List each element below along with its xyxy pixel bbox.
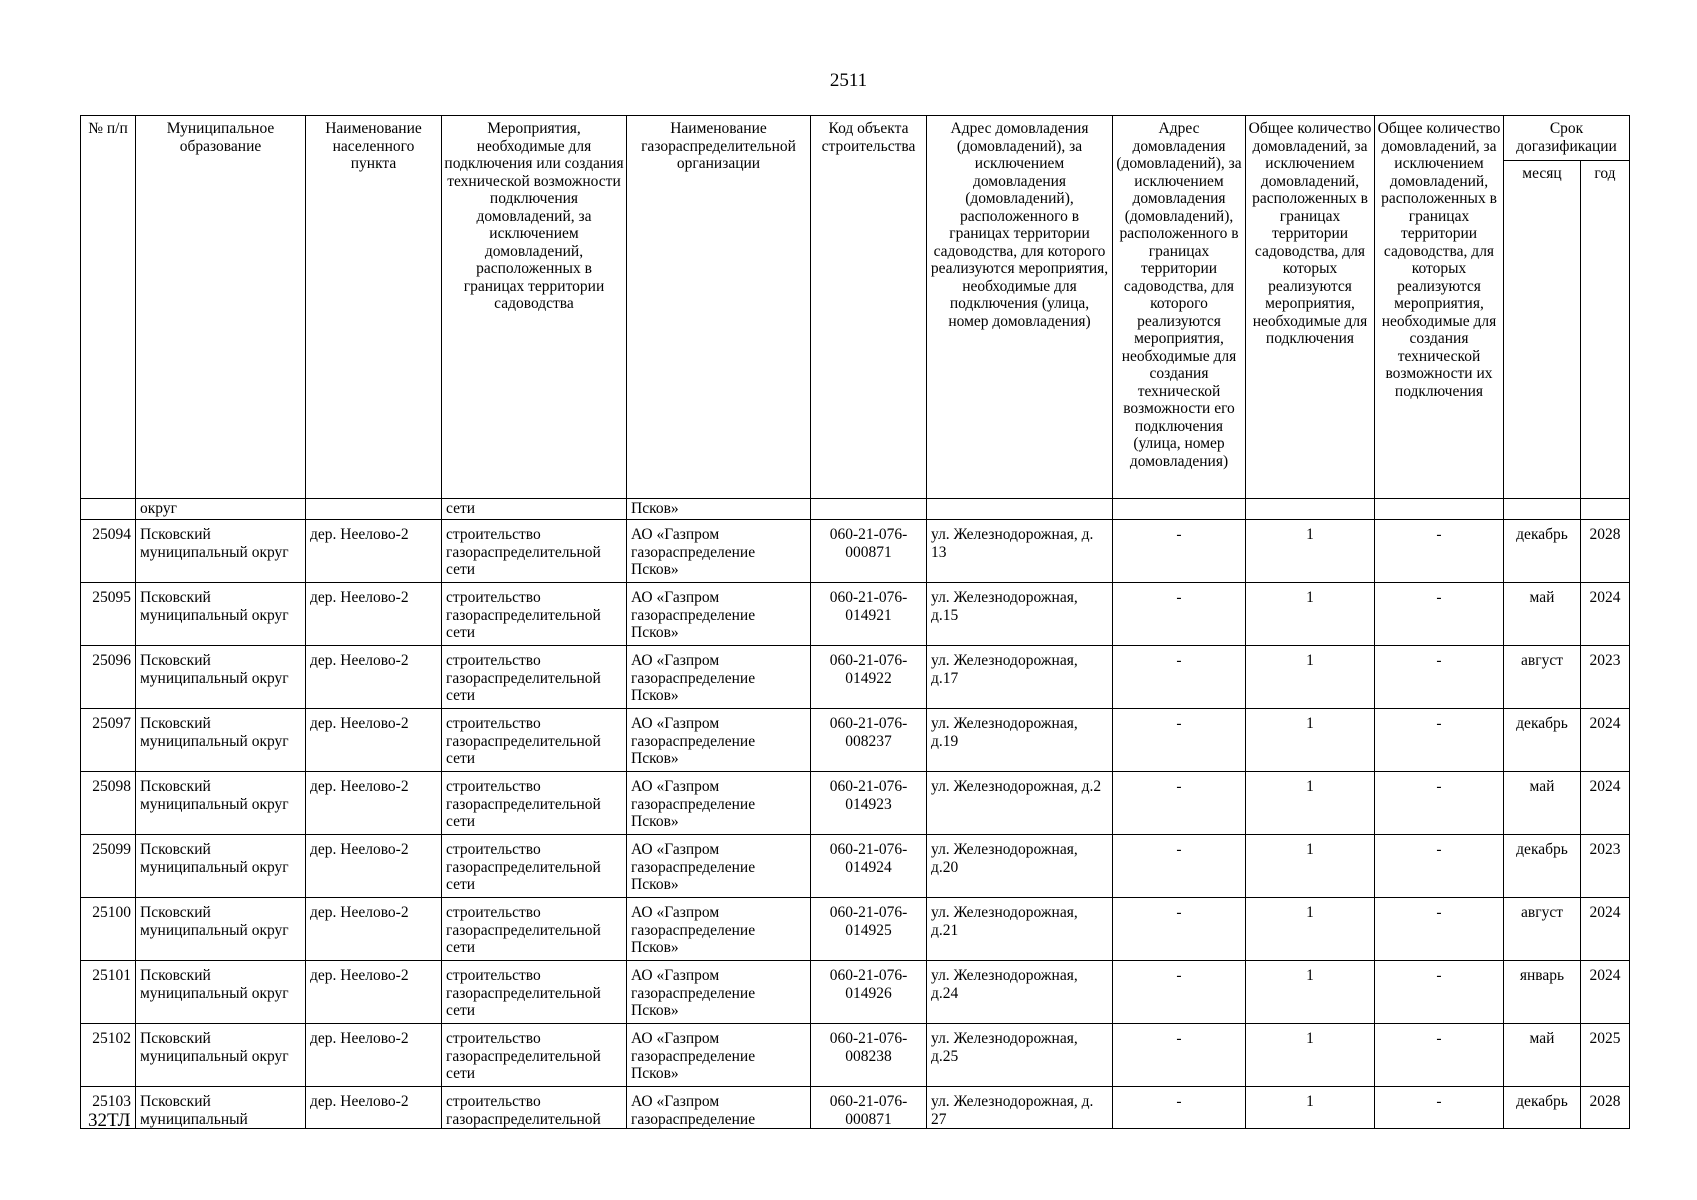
header-object-code: Код объекта строительства [811,116,927,499]
table-row [81,1087,1630,1129]
cell-gas-org: АО «Газпром газораспределение Псков» [627,1024,811,1087]
cell-address-garden: - [1113,709,1246,772]
cell-month: май [1504,583,1581,646]
header-total-tech: Общее количество домовладений, за исключением домовладений, расположенных в границах территории садоводства, для которых реализуются мероприятия, необходимые для создания технической возможности их подключения [1375,116,1504,499]
cell-month: декабрь [1504,835,1581,898]
cell-address-garden: - [1113,520,1246,583]
cell-num: 25103 [81,1087,136,1129]
header-year: год [1581,161,1630,499]
cell-measures: строительство газораспределительной сети [442,646,627,709]
cell-total-connect: 1 [1246,898,1375,961]
cell-settlement: дер. Неелово-2 [306,772,442,835]
header-month: месяц [1504,161,1581,499]
cell-year: 2025 [1581,1024,1630,1087]
cell [811,499,927,520]
cell-year: 2028 [1581,520,1630,583]
cell-object-code: 060-21-076-014923 [811,772,927,835]
cell-settlement: дер. Неелово-2 [306,520,442,583]
cell-year: 2028 [1581,1087,1630,1129]
cell-address-garden: - [1113,1087,1246,1129]
table-row [81,835,1630,898]
cell-address: ул. Железнодорожная, д.21 [927,898,1113,961]
cell-object-code: 060-21-076-000871 [811,1087,927,1129]
cell-measures: строительство газораспределительной сети [442,520,627,583]
cell-num: 25100 [81,898,136,961]
cell-address-garden: - [1113,898,1246,961]
cell-total-tech: - [1375,898,1504,961]
cell-month: январь [1504,961,1581,1024]
cell-gas-org: АО «Газпром газораспределение Псков» [627,961,811,1024]
cell-measures: строительство газораспределительной сети [442,898,627,961]
cell-object-code: 060-21-076-014924 [811,835,927,898]
cell-gas-org: АО «Газпром газораспределение Псков» [627,646,811,709]
cell-month: декабрь [1504,520,1581,583]
cell-measures: строительство газораспределительной сети [442,583,627,646]
cell-total-connect: 1 [1246,709,1375,772]
cell-address-garden: - [1113,835,1246,898]
cell-gas-org: АО «Газпром газораспределение Псков» [627,898,811,961]
cell-total-connect: 1 [1246,835,1375,898]
cell-total-tech: - [1375,520,1504,583]
cell-month: май [1504,1024,1581,1087]
header-total-connect: Общее количество домовладений, за исключением домовладений, расположенных в границах территории садоводства, для которых реализуются мероприятия, необходимые для подключения [1246,116,1375,499]
cell-municipality: Псковский муниципальный округ [136,835,306,898]
header-num: № п/п [81,116,136,499]
cell-year: 2024 [1581,961,1630,1024]
cell-num: 25099 [81,835,136,898]
cell-total-connect: 1 [1246,1087,1375,1129]
cell-address: ул. Железнодорожная, д. 27 [927,1087,1113,1129]
cell-gas-org: АО «Газпром газораспределение Псков» [627,520,811,583]
cell-municipality: Псковский муниципальный округ [136,772,306,835]
header-address-garden: Адрес домовладения (домовладений), за исключением домовладения (домовладений), расположенного в границах территории садоводства, для которого реализуются мероприятия, необходимые для создания технической возможности его подключения (улица, номер домовладения) [1113,116,1246,499]
cell-num: 25095 [81,583,136,646]
cell-address-garden: - [1113,961,1246,1024]
cell-num: 25097 [81,709,136,772]
cell-gas-org: АО «Газпром газораспределение Псков» [627,772,811,835]
cell-object-code: 060-21-076-000871 [811,520,927,583]
cell-municipality: Псковский муниципальный округ [136,961,306,1024]
cell-num: 25101 [81,961,136,1024]
cell-measures: сети [442,499,627,520]
cell-total-tech: - [1375,961,1504,1024]
cell-total-connect: 1 [1246,1024,1375,1087]
cell-address-garden: - [1113,646,1246,709]
cell-municipality: Псковский муниципальный округ [136,898,306,961]
cell-gas-org: АО «Газпром газораспределение Псков» [627,835,811,898]
cell-municipality: Псковский муниципальный [136,1087,306,1129]
table-row [81,772,1630,835]
cell-num: 25098 [81,772,136,835]
cell-object-code: 060-21-076-014926 [811,961,927,1024]
table-row [81,583,1630,646]
cell-address: ул. Железнодорожная, д. 13 [927,520,1113,583]
cell-municipality: Псковский муниципальный округ [136,709,306,772]
cell-municipality: Псковский муниципальный округ [136,520,306,583]
cell-address: ул. Железнодорожная, д.17 [927,646,1113,709]
cell-year: 2024 [1581,772,1630,835]
cell-total-connect: 1 [1246,583,1375,646]
cell-num: 25096 [81,646,136,709]
cell-month: август [1504,646,1581,709]
cell-year: 2024 [1581,898,1630,961]
cell-measures: строительство газораспределительной сети [442,709,627,772]
cell [1581,499,1630,520]
cell-gas-org: Псков» [627,499,811,520]
cell-measures: строительство газораспределительной сети [442,772,627,835]
cell-total-tech: - [1375,835,1504,898]
cell-settlement: дер. Неелово-2 [306,583,442,646]
header-address-non-garden: Адрес домовладения (домовладений), за исключением домовладения (домовладений), расположенного в границах территории садоводства, для которого реализуются мероприятия, необходимые для подключения (улица, номер домовладения) [927,116,1113,499]
cell-measures: строительство газораспределительной сети [442,961,627,1024]
cell-year: 2024 [1581,709,1630,772]
header-gas-org: Наименование газораспределительной организации [627,116,811,499]
cell-total-connect: 1 [1246,961,1375,1024]
cell-object-code: 060-21-076-014922 [811,646,927,709]
table-row [81,520,1630,583]
cell-municipality: округ [136,499,306,520]
cell-year: 2024 [1581,583,1630,646]
cell-settlement: дер. Неелово-2 [306,961,442,1024]
cell-measures: строительство газораспределительной сети [442,835,627,898]
cell-month: декабрь [1504,709,1581,772]
cell-settlement: дер. Неелово-2 [306,646,442,709]
cell-gas-org: АО «Газпром газораспределение Псков» [627,583,811,646]
cell-municipality: Псковский муниципальный округ [136,583,306,646]
cell [1113,499,1246,520]
page-number: 2511 [829,70,868,91]
cell-address-garden: - [1113,1024,1246,1087]
cell [1375,499,1504,520]
cell-num: 25094 [81,520,136,583]
cell-total-tech: - [1375,709,1504,772]
gasification-table [80,115,1630,1129]
cell [1504,499,1581,520]
cell-measures: строительство газораспределительной сети [442,1024,627,1087]
cell-num: 25102 [81,1024,136,1087]
cell-total-tech: - [1375,1087,1504,1129]
continuation-row [81,499,1630,520]
cell-address-garden: - [1113,583,1246,646]
cell-total-tech: - [1375,646,1504,709]
table-row [81,1024,1630,1087]
cell-gas-org: АО «Газпром газораспределение [627,1087,811,1129]
cell-total-connect: 1 [1246,646,1375,709]
cell-year: 2023 [1581,835,1630,898]
cell [306,499,442,520]
header-measures: Мероприятия, необходимые для подключения или создания технической возможности подключения домовладений, за исключением домовладений, расположенных в границах территории садоводства [442,116,627,499]
cell-object-code: 060-21-076-008237 [811,709,927,772]
cell-gas-org: АО «Газпром газораспределение Псков» [627,709,811,772]
cell [927,499,1113,520]
cell-month: май [1504,772,1581,835]
cell-address: ул. Железнодорожная, д.24 [927,961,1113,1024]
cell-month: август [1504,898,1581,961]
cell-settlement: дер. Неелово-2 [306,898,442,961]
cell-object-code: 060-21-076-014921 [811,583,927,646]
cell-measures: строительство газораспределительной [442,1087,627,1129]
cell [1246,499,1375,520]
header-settlement: Наименование населенного пункта [306,116,442,499]
cell-year: 2023 [1581,646,1630,709]
header-municipality: Муниципальное образование [136,116,306,499]
cell-municipality: Псковский муниципальный округ [136,1024,306,1087]
cell-object-code: 060-21-076-008238 [811,1024,927,1087]
cell [81,499,136,520]
cell-municipality: Псковский муниципальный округ [136,646,306,709]
cell-address: ул. Железнодорожная, д.20 [927,835,1113,898]
cell-settlement: дер. Неелово-2 [306,1087,442,1129]
table-row [81,898,1630,961]
cell-total-connect: 1 [1246,520,1375,583]
table-header [81,116,1630,499]
cell-settlement: дер. Неелово-2 [306,835,442,898]
cell-settlement: дер. Неелово-2 [306,709,442,772]
cell-total-tech: - [1375,772,1504,835]
table-row [81,709,1630,772]
cell-month: декабрь [1504,1087,1581,1129]
table-row [81,961,1630,1024]
cell-address: ул. Железнодорожная, д.2 [927,772,1113,835]
cell-settlement: дер. Неелово-2 [306,1024,442,1087]
cell-total-tech: - [1375,1024,1504,1087]
cell-address: ул. Железнодорожная, д.19 [927,709,1113,772]
cell-address: ул. Железнодорожная, д.15 [927,583,1113,646]
footer-code: 32ТЛ [88,1110,131,1131]
cell-object-code: 060-21-076-014925 [811,898,927,961]
header-deadline: Срок догазификации [1504,116,1630,161]
cell-address-garden: - [1113,772,1246,835]
cell-total-connect: 1 [1246,772,1375,835]
cell-total-tech: - [1375,583,1504,646]
table-row [81,646,1630,709]
cell-address: ул. Железнодорожная, д.25 [927,1024,1113,1087]
